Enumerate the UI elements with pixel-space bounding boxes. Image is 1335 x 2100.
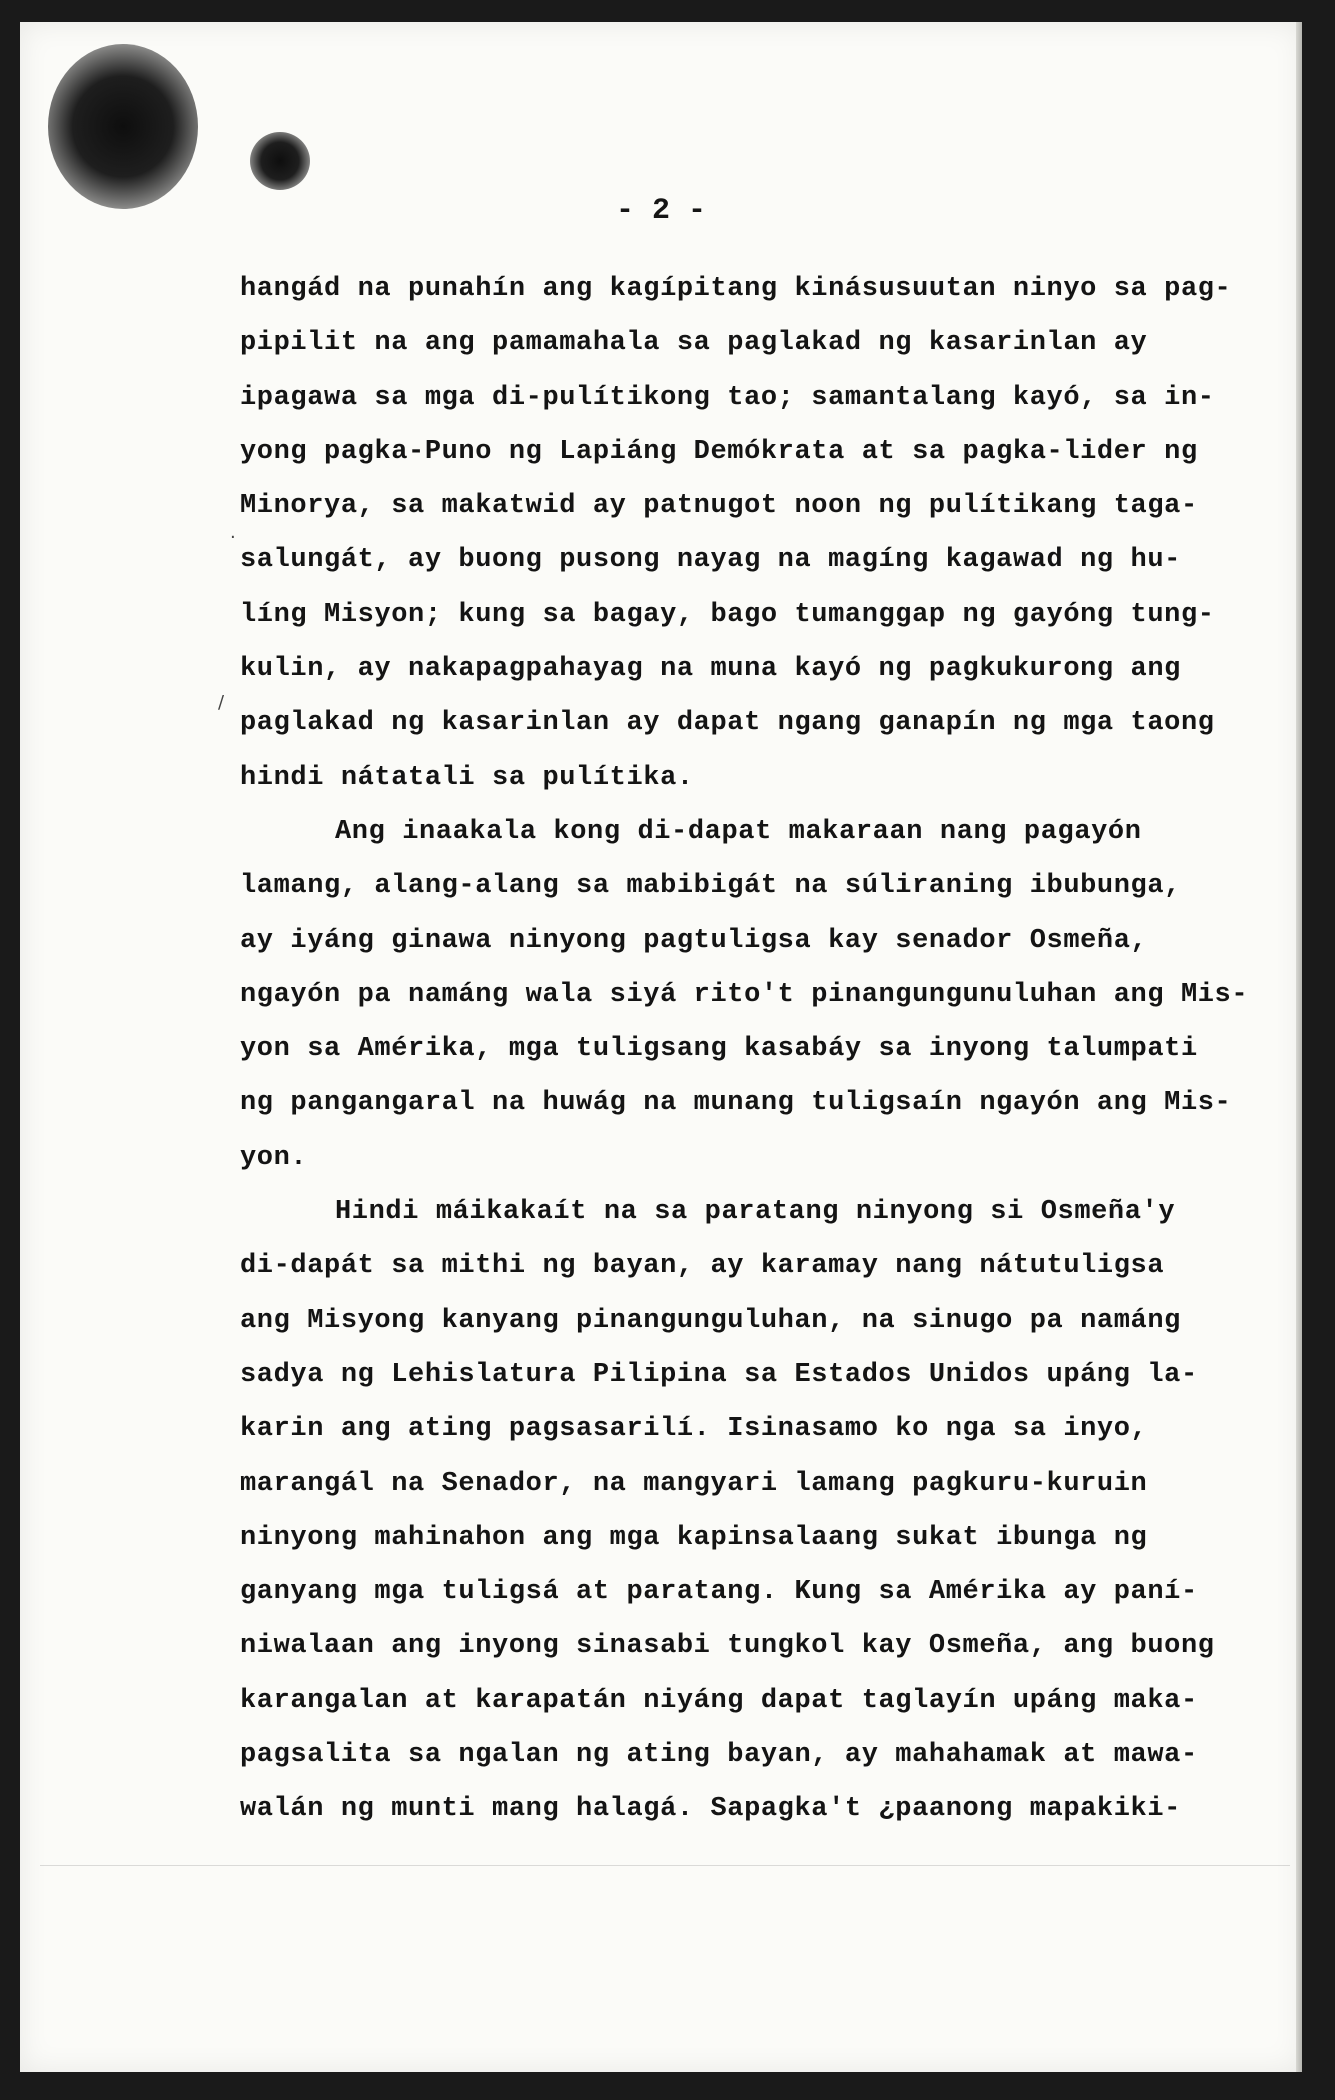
text-line: yon sa Amérika, mga tuligsang kasabáy sa inyong talumpati [240,1034,1198,1065]
text-line: líng Misyon; kung sa bagay, bago tumanggap ng gayóng tung- [240,599,1215,630]
text-line: paglakad ng kasarinlan ay dapat ngang ganapín ng mga taong [240,708,1215,739]
text-line: ganyang mga tuligsá at paratang. Kung sa Amérika ay paní- [240,1577,1198,1608]
text-line: ang Misyong kanyang pinangunguluhan, na sinugo pa namáng [240,1305,1181,1336]
text-line: pipilit na ang pamamahala sa paglakad ng kasarinlan ay [240,328,1148,359]
page-number: - 2 - [615,194,706,228]
text-line: sadya ng Lehislatura Pilipina sa Estados Unidos upáng la- [240,1359,1198,1390]
text-line: pagsalita sa ngalan ng ating bayan, ay mahahamak at mawa- [240,1740,1198,1771]
page-rule [40,1865,1290,1866]
ink-stain [250,132,310,190]
text-line: yon. [240,1142,308,1173]
text-line: ipagawa sa mga di-pulítikong tao; samantalang kayó, sa in- [240,382,1215,413]
letter-body [240,262,1249,1837]
text-line: lamang, alang-alang sa mabibigát na súliraning ibubunga, [240,871,1181,902]
text-line: salungát, ay buong pusong nayag na magíng kagawad ng hu- [240,545,1181,576]
text-line: di-dapát sa mithi ng bayan, ay karamay nang nátutuligsa [240,1251,1165,1282]
paragraph-start-line: Hindi máikakaít na sa paratang ninyong si Osmeña'y [335,1197,1176,1228]
text-line: Minorya, sa makatwid ay patnugot noon ng pulítikang taga- [240,491,1198,522]
text-line: walán ng munti mang halagá. Sapagka't ¿paanong mapakiki- [240,1794,1181,1825]
paragraph-start-line: Ang inaakala kong di-dapat makaraan nang pagayón [335,816,1142,847]
ink-stain [48,44,198,209]
text-line: niwalaan ang inyong sinasabi tungkol kay Osmeña, ang buong [240,1631,1215,1662]
text-line: marangál na Senador, na mangyari lamang pagkuru-kuruin [240,1468,1148,1499]
text-line: kulin, ay nakapagpahayag na muna kayó ng pagkukurong ang [240,654,1181,685]
text-line: ngayón pa namáng wala siyá rito't pinangungunuluhan ang Mis- [240,979,1249,1010]
text-line: hangád na punahín ang kagípitang kinásusuutan ninyo sa pag- [240,274,1232,304]
margin-tick: / [218,692,225,713]
text-line: hindi nátatali sa pulítika. [240,762,694,793]
text-line: karin ang ating pagsasarilí. Isinasamo ko nga sa inyo, [240,1414,1148,1445]
text-line: ay iyáng ginawa ninyong pagtuligsa kay senador Osmeña, [240,925,1148,956]
text-line: yong pagka-Puno ng Lapiáng Demókrata at sa pagka-lider ng [240,436,1198,467]
page-edge [1296,22,1302,2072]
text-line: ninyong mahinahon ang mga kapinsalaang sukat ibunga ng [240,1522,1148,1553]
text-line: ng pangangaral na huwág na munang tuligsaín ngayón ang Mis- [240,1088,1232,1119]
text-line: karangalan at karapatán niyáng dapat taglayín upáng maka- [240,1685,1198,1716]
margin-dot: · [230,527,236,548]
